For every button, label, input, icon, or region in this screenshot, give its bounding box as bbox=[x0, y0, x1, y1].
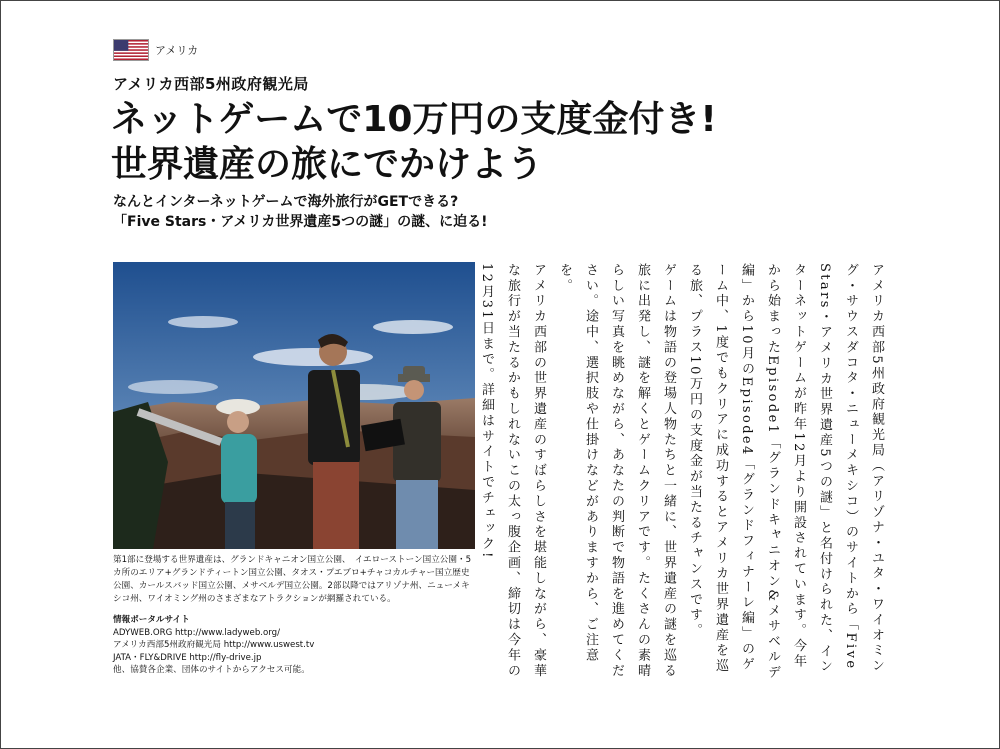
photo-caption: 第1部に登場する世界遺産は、グランドキャニオン国立公園、 イエローストーン国立公園・5カ所のエリア+グランドティートン国立公園、タオス・プエブロ+チャコカルチャー国立歴史公園、カールスバッド国立公園、メサベルデ国立公園。2部以降ではアリゾナ州、ニューメキシコ州、ワイオミング州のさまざまなアトラクションが網羅されている。 bbox=[113, 555, 472, 604]
article-body bbox=[479, 263, 889, 683]
article-paragraph: アメリカ西部の世界遺産のすばらしさを堪能しながら、豪華な旅行が当たるかもしれないこの太っ腹企画、締切は今年の12月31日まで。詳細はサイトでチェック! bbox=[479, 263, 546, 679]
country-tag bbox=[113, 39, 198, 61]
article-paragraph: ゲームは物語の登場人物たちと一緒に、世界遺産の謎を巡る旅に出発し、謎を解くとゲームクリアです。たくさんの素晴らしい写真を眺めながら、あなたの判断で物語を進めてください。途中、選択肢や仕掛けなどがありますから、ご注意を。 bbox=[557, 263, 676, 679]
headline bbox=[111, 97, 911, 187]
info-line: ADYWEB.ORG http://www.ladyweb.org/ bbox=[113, 627, 280, 638]
lead-text bbox=[113, 192, 487, 232]
organization-name: アメリカ西部5州政府観光局 bbox=[113, 75, 309, 93]
photo-illustration bbox=[113, 262, 475, 549]
info-line: JATA・FLY&DRIVE http://fly-drive.jp bbox=[113, 652, 262, 663]
info-portal-title: 情報ポータルサイト bbox=[113, 615, 190, 625]
grand-canyon-photo bbox=[113, 262, 475, 549]
country-label: アメリカ bbox=[155, 44, 199, 57]
headline-line-2: 世界遺産の旅にでかけよう bbox=[111, 144, 544, 185]
article-paragraph: アメリカ西部5州政府観光局（アリゾナ・ユタ・ワイオミング・サウスダコタ・ニューメキシコ）のサイトから「Five Stars・アメリカ世界遺産5つの謎」と名付けられた、インターネットゲームが昨年12月より開設されています。今年から始まったEpisode1「グランドキャニオン&メサベルデ編」から10月のEpisode4「グランドフィナーレ編」のゲーム中、1度でもクリアに成功するとアメリカ世界遺産を巡る旅、プラス10万円の支度金が当たるチャンスです。 bbox=[687, 263, 884, 681]
info-line: 他、協賛各企業、団体のサイトからアクセス可能。 bbox=[113, 665, 310, 675]
info-line: アメリカ西部5州政府観光局 http://www.uswest.tv bbox=[113, 640, 315, 650]
lead-line-2: 「Five Stars・アメリカ世界遺産5つの謎」の謎、に迫る! bbox=[113, 214, 488, 230]
info-portal bbox=[113, 614, 477, 677]
us-flag-icon bbox=[113, 39, 149, 61]
lead-line-1: なんとインターネットゲームで海外旅行がGETできる? bbox=[113, 194, 459, 210]
headline-line-1: ネットゲームで10万円の支度金付き! bbox=[111, 99, 717, 140]
